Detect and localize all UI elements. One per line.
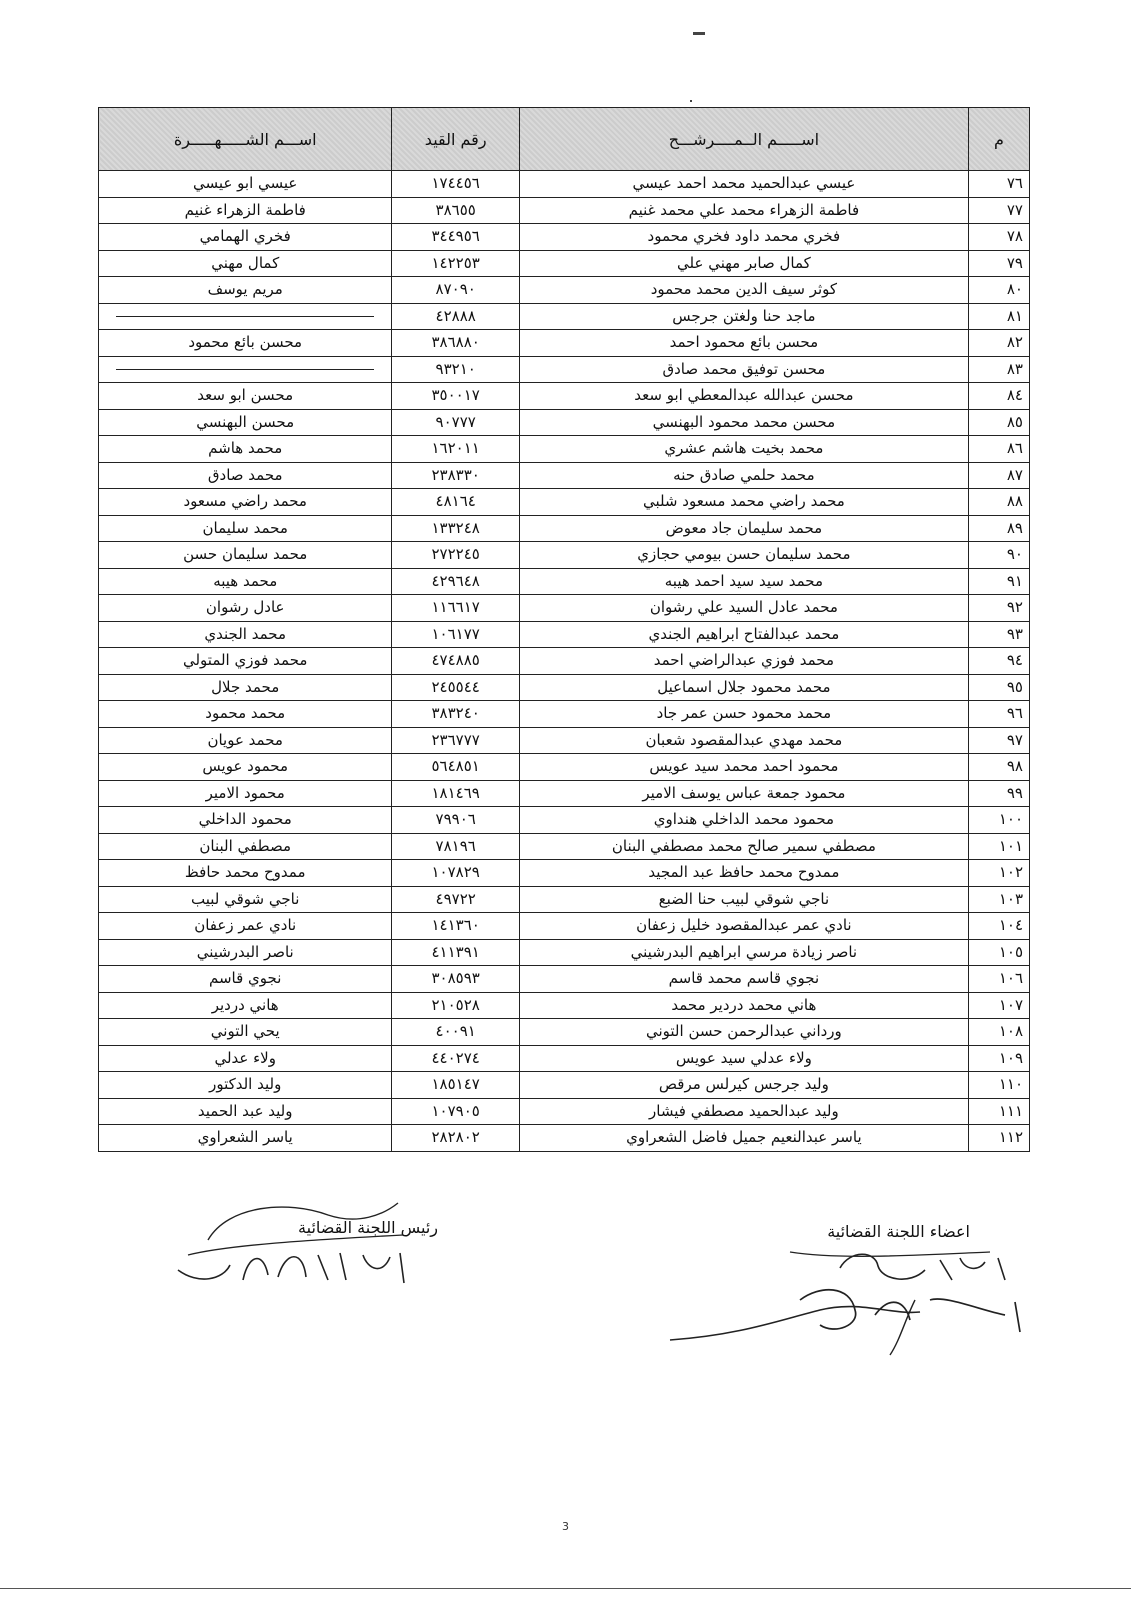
candidate-name: ياسر عبدالنعيم جميل فاضل الشعراوي — [519, 1125, 968, 1152]
fame-name — [99, 356, 392, 383]
registration-number: ٩٠٧٧٧ — [392, 409, 520, 436]
row-number: ٩٢ — [968, 595, 1029, 622]
registration-number: ١٤٢٢٥٣ — [392, 250, 520, 277]
fame-name: هاني دردير — [99, 992, 392, 1019]
table-row — [99, 886, 1030, 913]
candidate-name: ولاء عدلي سيد عويس — [519, 1045, 968, 1072]
registration-number: ٤٨١٦٤ — [392, 489, 520, 516]
table-row — [99, 966, 1030, 993]
fame-name: محمد عويان — [99, 727, 392, 754]
table-row — [99, 754, 1030, 781]
candidate-name: ماجد حنا ولغتن جرجس — [519, 303, 968, 330]
row-number: ٩٨ — [968, 754, 1029, 781]
table-row — [99, 860, 1030, 887]
table-row — [99, 674, 1030, 701]
candidate-name: محمود احمد محمد سيد عويس — [519, 754, 968, 781]
fame-name — [99, 303, 392, 330]
candidate-name: محمد عادل السيد علي رشوان — [519, 595, 968, 622]
row-number: ٧٩ — [968, 250, 1029, 277]
fame-name: عادل رشوان — [99, 595, 392, 622]
row-number: ٨٨ — [968, 489, 1029, 516]
candidate-name: ممدوح محمد حافظ عبد المجيد — [519, 860, 968, 887]
row-number: ٧٦ — [968, 171, 1029, 198]
row-number: ٩٧ — [968, 727, 1029, 754]
candidate-name: فخري محمد داود فخري محمود — [519, 224, 968, 251]
registration-number: ١٧٤٤٥٦ — [392, 171, 520, 198]
registration-number: ٢٨٢٨٠٢ — [392, 1125, 520, 1152]
candidate-name: ناجي شوقي لبيب حنا الضبع — [519, 886, 968, 913]
row-number: ٧٨ — [968, 224, 1029, 251]
candidate-name: هاني محمد دردير محمد — [519, 992, 968, 1019]
header-number: م — [968, 108, 1029, 171]
table-row — [99, 250, 1030, 277]
registration-number: ٤٩٧٢٢ — [392, 886, 520, 913]
registration-number: ٤٢٩٦٤٨ — [392, 568, 520, 595]
row-number: ٩٠ — [968, 542, 1029, 569]
candidate-name: محمد محمود جلال اسماعيل — [519, 674, 968, 701]
row-number: ٨٣ — [968, 356, 1029, 383]
registration-number: ٥٦٤٨٥١ — [392, 754, 520, 781]
table-row — [99, 409, 1030, 436]
fame-name: مصطفي البنان — [99, 833, 392, 860]
row-number: ١٠٥ — [968, 939, 1029, 966]
scan-mark — [690, 100, 692, 102]
table-row — [99, 913, 1030, 940]
registration-number: ١٤١٣٦٠ — [392, 913, 520, 940]
empty-fame-line — [116, 316, 374, 317]
fame-name: ولاء عدلي — [99, 1045, 392, 1072]
candidate-name: محمد راضي محمد مسعود شلبي — [519, 489, 968, 516]
candidate-name: محسن عبدالله عبدالمعطي ابو سعد — [519, 383, 968, 410]
table-row — [99, 727, 1030, 754]
fame-name: محمد راضي مسعود — [99, 489, 392, 516]
table-row — [99, 383, 1030, 410]
table-row — [99, 462, 1030, 489]
candidate-name: وليد عبدالحميد مصطفي فيشار — [519, 1098, 968, 1125]
candidate-name: محمد مهدي عبدالمقصود شعبان — [519, 727, 968, 754]
registration-number: ٣٥٠٠١٧ — [392, 383, 520, 410]
header-registration-number: رقم القيد — [392, 108, 520, 171]
fame-name: كمال مهني — [99, 250, 392, 277]
row-number: ٨٦ — [968, 436, 1029, 463]
registration-number: ٢٧٢٢٤٥ — [392, 542, 520, 569]
registration-number: ٤٤٠٢٧٤ — [392, 1045, 520, 1072]
registration-number: ٨٧٠٩٠ — [392, 277, 520, 304]
table-row — [99, 277, 1030, 304]
registration-number: ٩٣٢١٠ — [392, 356, 520, 383]
table-row — [99, 648, 1030, 675]
fame-name: محسن ابو سعد — [99, 383, 392, 410]
table-row — [99, 833, 1030, 860]
fame-name: نجوي قاسم — [99, 966, 392, 993]
registration-number: ١٠٦١٧٧ — [392, 621, 520, 648]
registration-number: ١٨١٤٦٩ — [392, 780, 520, 807]
row-number: ١٠٣ — [968, 886, 1029, 913]
registration-number: ١٠٧٩٠٥ — [392, 1098, 520, 1125]
candidate-name: محمد سيد سيد احمد هيبه — [519, 568, 968, 595]
candidate-name: فاطمة الزهراء محمد علي محمد غنيم — [519, 197, 968, 224]
fame-name: ممدوح محمد حافظ — [99, 860, 392, 887]
registration-number: ٢٤٥٥٤٤ — [392, 674, 520, 701]
candidate-name: مصطفي سمير صالح محمد مصطفي البنان — [519, 833, 968, 860]
members-label: اعضاء اللجنة القضائية — [827, 1222, 970, 1241]
table-row — [99, 568, 1030, 595]
chairman-signature — [168, 1195, 418, 1295]
registration-number: ٣٤٤٩٥٦ — [392, 224, 520, 251]
registration-number: ١٦٢٠١١ — [392, 436, 520, 463]
row-number: ٩٤ — [968, 648, 1029, 675]
row-number: ٧٧ — [968, 197, 1029, 224]
fame-name: يحي التوني — [99, 1019, 392, 1046]
row-number: ١٠٦ — [968, 966, 1029, 993]
registration-number: ٣٨٦٥٥ — [392, 197, 520, 224]
fame-name: محسن بائع محمود — [99, 330, 392, 357]
candidate-name: ورداني عبدالرحمن حسن التوني — [519, 1019, 968, 1046]
row-number: ٩٦ — [968, 701, 1029, 728]
candidate-name: محسن محمد محمود البهنسي — [519, 409, 968, 436]
candidate-name: محمد فوزي عبدالراضي احمد — [519, 648, 968, 675]
candidate-name: ناصر زيادة مرسي ابراهيم البدرشيني — [519, 939, 968, 966]
registration-number: ٢٣٨٣٣٠ — [392, 462, 520, 489]
fame-name: فاطمة الزهراء غنيم — [99, 197, 392, 224]
fame-name: محمد فوزي المتولي — [99, 648, 392, 675]
fame-name: محمود الداخلي — [99, 807, 392, 834]
row-number: ١٠١ — [968, 833, 1029, 860]
table-row — [99, 1072, 1030, 1099]
row-number: ١٠٠ — [968, 807, 1029, 834]
registration-number: ٣٠٨٥٩٣ — [392, 966, 520, 993]
table-row — [99, 489, 1030, 516]
row-number: ١٠٤ — [968, 913, 1029, 940]
row-number: ١٠٧ — [968, 992, 1029, 1019]
fame-name: محمد سليمان — [99, 515, 392, 542]
registration-number: ٧٨١٩٦ — [392, 833, 520, 860]
table-row — [99, 224, 1030, 251]
fame-name: محمد سليمان حسن — [99, 542, 392, 569]
table-row — [99, 807, 1030, 834]
registration-number: ٤٢٨٨٨ — [392, 303, 520, 330]
row-number: ٩١ — [968, 568, 1029, 595]
fame-name: مريم يوسف — [99, 277, 392, 304]
fame-name: وليد الدكتور — [99, 1072, 392, 1099]
table-row — [99, 992, 1030, 1019]
fame-name: ناجي شوقي لبيب — [99, 886, 392, 913]
candidate-name: كمال صابر مهني علي — [519, 250, 968, 277]
candidate-name: نجوي قاسم محمد قاسم — [519, 966, 968, 993]
fame-name: محمد محمود — [99, 701, 392, 728]
row-number: ٨٩ — [968, 515, 1029, 542]
registration-number: ٤٠٠٩١ — [392, 1019, 520, 1046]
table-row — [99, 595, 1030, 622]
row-number: ٩٩ — [968, 780, 1029, 807]
table-row — [99, 780, 1030, 807]
row-number: ٨٧ — [968, 462, 1029, 489]
candidate-name: محمود محمد الداخلي هنداوي — [519, 807, 968, 834]
row-number: ٨١ — [968, 303, 1029, 330]
table-row — [99, 197, 1030, 224]
candidate-name: محمد حلمي صادق حنه — [519, 462, 968, 489]
row-number: ١٠٢ — [968, 860, 1029, 887]
fame-name: ناصر البدرشيني — [99, 939, 392, 966]
chairman-label: رئيس اللجنة القضائية — [298, 1218, 438, 1237]
row-number: ٨٤ — [968, 383, 1029, 410]
registration-number: ١٨٥١٤٧ — [392, 1072, 520, 1099]
header-candidate-name: اســـــم الــمــــرشـــح — [519, 108, 968, 171]
registration-number: ٢٣٦٧٧٧ — [392, 727, 520, 754]
candidate-name: محمد سليمان جاد معوض — [519, 515, 968, 542]
table-header-row — [99, 108, 1030, 171]
candidate-name: محمد بخيت هاشم عشري — [519, 436, 968, 463]
table-row — [99, 542, 1030, 569]
candidate-name: محسن بائع محمود احمد — [519, 330, 968, 357]
registration-number: ٤١١٣٩١ — [392, 939, 520, 966]
registration-number: ٤٧٤٨٨٥ — [392, 648, 520, 675]
candidate-name: محمد محمود حسن عمر جاد — [519, 701, 968, 728]
candidate-name: محمد عبدالفتاح ابراهيم الجندي — [519, 621, 968, 648]
table-row — [99, 330, 1030, 357]
row-number: ١١٢ — [968, 1125, 1029, 1152]
registration-number: ٧٩٩٠٦ — [392, 807, 520, 834]
row-number: ١١٠ — [968, 1072, 1029, 1099]
empty-fame-line — [116, 369, 374, 370]
fame-name: ياسر الشعراوي — [99, 1125, 392, 1152]
fame-name: محمد جلال — [99, 674, 392, 701]
table-row — [99, 303, 1030, 330]
row-number: ٨٢ — [968, 330, 1029, 357]
fame-name: محمد هيبه — [99, 568, 392, 595]
table-row — [99, 436, 1030, 463]
registration-number: ١١٦٦١٧ — [392, 595, 520, 622]
candidate-name: وليد جرجس كيرلس مرقص — [519, 1072, 968, 1099]
table-row — [99, 1045, 1030, 1072]
candidates-table — [98, 107, 1030, 1152]
fame-name: وليد عبد الحميد — [99, 1098, 392, 1125]
fame-name: محمد الجندي — [99, 621, 392, 648]
fame-name: محمد صادق — [99, 462, 392, 489]
candidate-name: محمد سليمان حسن بيومي حجازي — [519, 542, 968, 569]
table-row — [99, 356, 1030, 383]
candidate-name: محمود جمعة عباس يوسف الامير — [519, 780, 968, 807]
registration-number: ١٣٣٢٤٨ — [392, 515, 520, 542]
row-number: ٩٣ — [968, 621, 1029, 648]
fame-name: نادي عمر زعفان — [99, 913, 392, 940]
candidate-name: عيسي عبدالحميد محمد احمد عيسي — [519, 171, 968, 198]
fame-name: فخري الهمامي — [99, 224, 392, 251]
table-row — [99, 171, 1030, 198]
scan-mark — [693, 32, 705, 35]
table-row — [99, 621, 1030, 648]
candidate-name: كوثر سيف الدين محمد محمود — [519, 277, 968, 304]
table-row — [99, 1098, 1030, 1125]
registration-number: ٢١٠٥٢٨ — [392, 992, 520, 1019]
page-bottom-rule — [0, 1588, 1131, 1589]
table-row — [99, 1125, 1030, 1152]
registration-number: ١٠٧٨٢٩ — [392, 860, 520, 887]
row-number: ١٠٨ — [968, 1019, 1029, 1046]
fame-name: محمود عويس — [99, 754, 392, 781]
row-number: ١١١ — [968, 1098, 1029, 1125]
members-signature-block — [770, 1222, 970, 1241]
table-row — [99, 515, 1030, 542]
fame-name: عيسي ابو عيسي — [99, 171, 392, 198]
registration-number: ٣٨٣٢٤٠ — [392, 701, 520, 728]
members-signature — [660, 1240, 1030, 1370]
table-row — [99, 939, 1030, 966]
registration-number: ٣٨٦٨٨٠ — [392, 330, 520, 357]
fame-name: محمد هاشم — [99, 436, 392, 463]
fame-name: محسن البهنسي — [99, 409, 392, 436]
row-number: ٩٥ — [968, 674, 1029, 701]
table-row — [99, 1019, 1030, 1046]
table-body — [99, 171, 1030, 1152]
page-number: 3 — [562, 1520, 569, 1533]
candidate-name: محسن توفيق محمد صادق — [519, 356, 968, 383]
table-row — [99, 701, 1030, 728]
row-number: ١٠٩ — [968, 1045, 1029, 1072]
row-number: ٨٠ — [968, 277, 1029, 304]
fame-name: محمود الامير — [99, 780, 392, 807]
candidate-name: نادي عمر عبدالمقصود خليل زعفان — [519, 913, 968, 940]
row-number: ٨٥ — [968, 409, 1029, 436]
header-fame-name: اســـم الشـــــهـــــرة — [99, 108, 392, 171]
